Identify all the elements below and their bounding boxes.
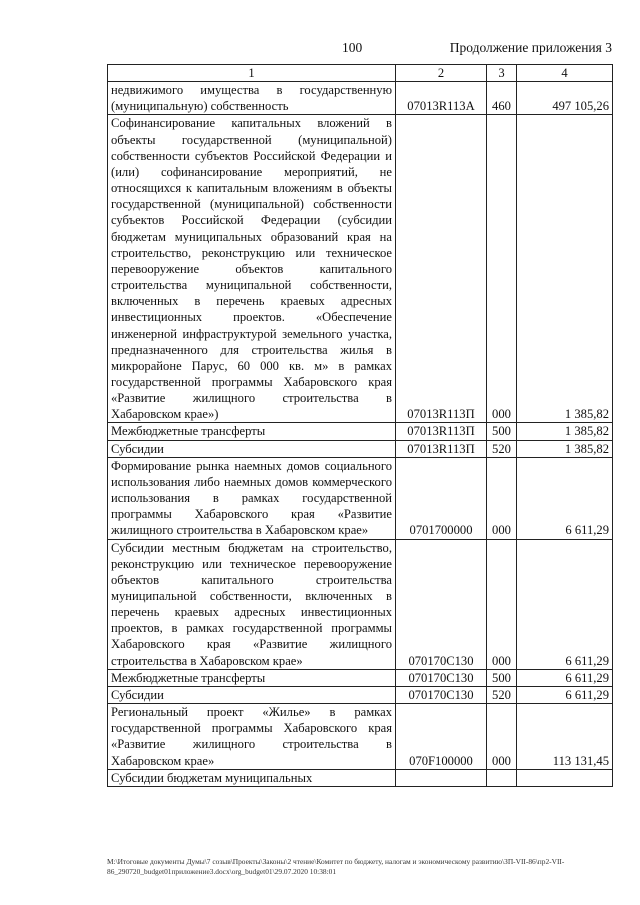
item-name: Субсидии (108, 440, 396, 457)
table-row (108, 440, 613, 457)
page-number: 100 (342, 40, 363, 55)
item-name: Формирование рынка наемных домов социального использования либо наемных домов коммерческого использования в рамках государственной программы Хабаровского края «Развитие жилищного строительства в Хабаровском крае» (108, 457, 396, 539)
expense-type: 520 (487, 440, 517, 457)
amount (517, 769, 613, 786)
column-number-row (108, 65, 613, 82)
target-code (396, 769, 487, 786)
target-code: 070170С130 (396, 669, 487, 686)
table-row (108, 423, 613, 440)
amount: 6 611,29 (517, 686, 613, 703)
table-row (108, 686, 613, 703)
continuation-label: Продолжение приложения 3 (449, 40, 612, 55)
table-row (108, 457, 613, 539)
target-code: 07013R113П (396, 440, 487, 457)
column-number: 4 (517, 65, 613, 82)
expense-type: 460 (487, 82, 517, 115)
file-path-footer: M:\Итоговые документы Думы\7 созыв\Проекты\Законы\2 чтение\Комитет по бюджету, налогам и экономическому развитию\ЗП-VII-86\пр2-VII-86_290720_budget01приложение3.docx\org_budget01\29.07.2020 10:38:01 (107, 857, 565, 876)
target-code: 070170С130 (396, 539, 487, 669)
expense-type: 000 (487, 704, 517, 770)
item-name: Софинансирование капитальных вложений в объекты государственной (муниципальной) собственности субъектов Российской Федерации и (или) софинансирование мероприятий, не относящихся к капитальным вложениям в объекты государственной (муниципальной) собственности субъектов Российской Федерации (субсидии бюджетам муниципальных образований края на строительство, реконструкцию или техническое перевооружение объектов капитального строительства муниципальной собственности, включенных в перечень краевых адресных инвестиционных проектов. «Обеспечение инженерной инфраструктурой земельного участка, предназначенного для строительства жилья в микрорайоне Парус, 60 000 кв. м» в рамках государственной программы Хабаровского края «Развитие жилищного строительства в Хабаровском крае») (108, 115, 396, 423)
item-name: Субсидии бюджетам муниципальных (108, 769, 396, 786)
item-name: Субсидии (108, 686, 396, 703)
expense-type: 520 (487, 686, 517, 703)
item-name: недвижимого имущества в государственную (муниципальную) собственность (108, 82, 396, 115)
column-number: 2 (396, 65, 487, 82)
amount: 497 105,26 (517, 82, 613, 115)
target-code: 07013R113П (396, 423, 487, 440)
column-number: 1 (108, 65, 396, 82)
item-name: Межбюджетные трансферты (108, 669, 396, 686)
expense-type (487, 769, 517, 786)
amount: 6 611,29 (517, 457, 613, 539)
table-row (108, 769, 613, 786)
expense-type: 000 (487, 539, 517, 669)
target-code: 070F100000 (396, 704, 487, 770)
amount: 113 131,45 (517, 704, 613, 770)
budget-table (107, 64, 613, 787)
amount: 1 385,82 (517, 423, 613, 440)
expense-type: 500 (487, 423, 517, 440)
expense-type: 000 (487, 457, 517, 539)
table-row (108, 539, 613, 669)
target-code: 07013R113А (396, 82, 487, 115)
amount: 6 611,29 (517, 669, 613, 686)
target-code: 07013R113П (396, 115, 487, 423)
amount: 1 385,82 (517, 115, 613, 423)
table-row (108, 669, 613, 686)
expense-type: 000 (487, 115, 517, 423)
column-number: 3 (487, 65, 517, 82)
table-row (108, 115, 613, 423)
amount: 6 611,29 (517, 539, 613, 669)
target-code: 070170С130 (396, 686, 487, 703)
amount: 1 385,82 (517, 440, 613, 457)
item-name: Межбюджетные трансферты (108, 423, 396, 440)
item-name: Субсидии местным бюджетам на строительство, реконструкцию или техническое перевооружение объектов капитального строительства муниципальной собственности, включенных в перечень краевых адресных инвестиционных проектов, в рамках государственной программы Хабаровского края «Развитие жилищного строительства в Хабаровском крае» (108, 539, 396, 669)
item-name: Региональный проект «Жилье» в рамках государственной программы Хабаровского края «Развитие жилищного строительства в Хабаровском крае» (108, 704, 396, 770)
table-row (108, 704, 613, 770)
expense-type: 500 (487, 669, 517, 686)
table-row (108, 82, 613, 115)
target-code: 0701700000 (396, 457, 487, 539)
